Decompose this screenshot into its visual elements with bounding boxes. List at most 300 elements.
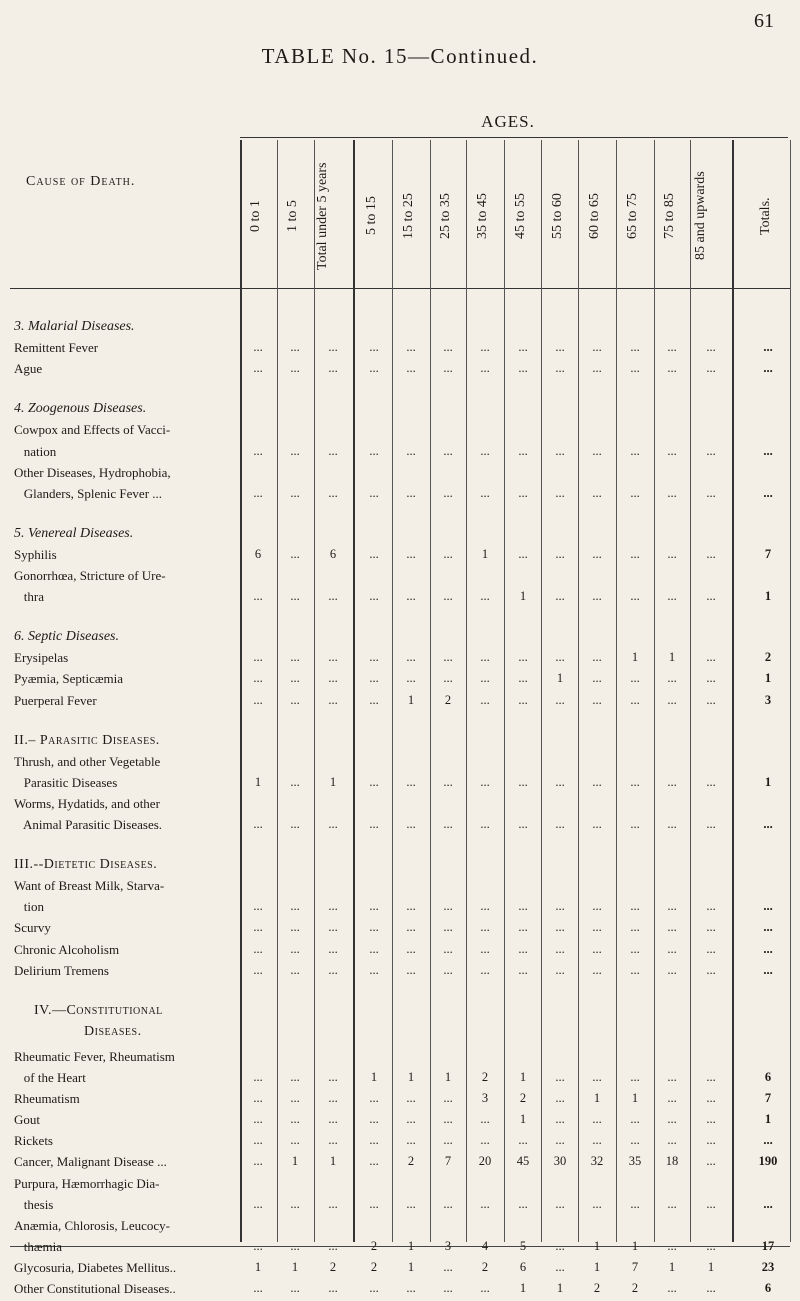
- row-label: Worms, Hydatids, and other: [14, 795, 160, 811]
- table-cell: ...: [706, 546, 716, 561]
- table-cell: ...: [369, 1196, 379, 1211]
- table-cell: ...: [406, 1112, 416, 1127]
- table-cell: 20: [478, 1154, 492, 1169]
- table-cell: ...: [667, 671, 677, 686]
- table-cell: ...: [253, 1070, 263, 1084]
- table-cell: ...: [555, 1070, 565, 1084]
- table-cell: ...: [290, 920, 300, 935]
- table-cell: ...: [592, 340, 602, 355]
- table-cell: ...: [706, 340, 716, 355]
- table-cell: ...: [480, 589, 490, 604]
- table-cell: ...: [369, 774, 379, 789]
- table-cell: ...: [480, 941, 490, 956]
- column-rule: [240, 140, 242, 1242]
- column-rule: [277, 140, 278, 1242]
- table-cell: ...: [555, 899, 565, 914]
- table-cell: ...: [369, 546, 379, 561]
- column-rule: [732, 140, 734, 1242]
- table-cell: ...: [253, 1133, 263, 1148]
- table-cell: ...: [592, 774, 602, 789]
- table-cell: 1: [407, 1238, 415, 1253]
- row-label: Ague: [14, 361, 43, 377]
- table-cell: ...: [706, 1238, 716, 1253]
- row-label: Glanders, Splenic Fever ...: [14, 485, 163, 501]
- table-cell: ...: [253, 1281, 263, 1295]
- table-cell: ...: [706, 361, 716, 376]
- table-cell: ...: [667, 941, 677, 956]
- table-cell: ...: [592, 941, 602, 956]
- page-number: 61: [754, 10, 774, 32]
- table-cell: ...: [369, 671, 379, 686]
- table-cell: ...: [480, 692, 490, 707]
- table-cell: ...: [706, 1091, 716, 1106]
- table-cell: ...: [630, 774, 640, 789]
- table-cell: ...: [443, 546, 453, 561]
- table-cell: ...: [667, 589, 677, 604]
- table-cell: ...: [443, 899, 453, 914]
- table-cell: ...: [592, 1070, 602, 1084]
- table-cell: 1: [291, 1154, 299, 1169]
- table-cell: ...: [706, 589, 716, 604]
- table-cell: ...: [706, 1196, 716, 1211]
- row-total: ...: [763, 485, 773, 500]
- table-cell: ...: [592, 671, 602, 686]
- table-cell: 1: [444, 1070, 452, 1084]
- table-cell: ...: [443, 361, 453, 376]
- table-cell: ...: [328, 817, 338, 831]
- table-cell: ...: [630, 1112, 640, 1127]
- table-cell: ...: [290, 1112, 300, 1127]
- row-label: Rheumatism: [14, 1091, 80, 1107]
- row-label: Pyæmia, Septicæmia: [14, 671, 124, 687]
- table-cell: ...: [290, 941, 300, 956]
- table-cell: 2: [407, 1154, 415, 1169]
- column-header: 45 to 55: [513, 193, 528, 239]
- table-cell: ...: [555, 485, 565, 500]
- column-rule: [690, 140, 691, 1242]
- table-cell: ...: [630, 546, 640, 561]
- row-total: 2: [764, 650, 772, 665]
- table-cell: ...: [706, 920, 716, 935]
- table-cell: ...: [406, 650, 416, 665]
- table-cell: 1: [407, 1070, 415, 1084]
- table-cell: ...: [518, 546, 528, 561]
- row-label: Chronic Alcoholism: [14, 941, 120, 957]
- table-cell: ...: [555, 361, 565, 376]
- table-cell: ...: [630, 443, 640, 458]
- table-cell: ...: [369, 941, 379, 956]
- table-cell: 1: [254, 1259, 262, 1274]
- table-cell: 2: [370, 1259, 378, 1274]
- row-label: Other Diseases, Hydrophobia,: [14, 464, 171, 480]
- table-cell: ...: [328, 1091, 338, 1106]
- table-cell: ...: [555, 920, 565, 935]
- table-cell: ...: [555, 1259, 565, 1274]
- table-cell: ...: [290, 340, 300, 355]
- table-cell: ...: [518, 1196, 528, 1211]
- table-cell: 2: [481, 1070, 489, 1084]
- table-cell: ...: [592, 589, 602, 604]
- table-cell: ...: [555, 1238, 565, 1253]
- table-cell: 2: [444, 692, 452, 707]
- column-rule: [541, 140, 542, 1242]
- table-cell: 1: [593, 1259, 601, 1274]
- table-cell: ...: [253, 485, 263, 500]
- table-cell: ...: [555, 340, 565, 355]
- table-cell: ...: [706, 899, 716, 914]
- row-total: ...: [763, 941, 773, 956]
- table-cell: ...: [406, 962, 416, 977]
- table-cell: ...: [518, 962, 528, 977]
- table-cell: 6: [254, 546, 262, 561]
- table-cell: 1: [707, 1259, 715, 1274]
- table-cell: ...: [667, 920, 677, 935]
- table-cell: ...: [406, 361, 416, 376]
- table-cell: ...: [253, 817, 263, 831]
- table-cell: ...: [480, 671, 490, 686]
- table-cell: ...: [480, 1112, 490, 1127]
- table-cell: ...: [555, 692, 565, 707]
- row-total: 1: [764, 589, 772, 604]
- table-cell: ...: [253, 361, 263, 376]
- row-label: Delirium Tremens: [14, 962, 109, 978]
- table-cell: ...: [369, 1112, 379, 1127]
- table-cell: ...: [369, 692, 379, 707]
- table-cell: ...: [518, 485, 528, 500]
- table-cell: ...: [253, 671, 263, 686]
- table-cell: ...: [369, 1133, 379, 1148]
- row-total: 1: [764, 774, 772, 789]
- table-cell: ...: [667, 899, 677, 914]
- column-header: 75 to 85: [662, 193, 677, 239]
- table-cell: ...: [667, 1112, 677, 1127]
- row-label: Purpura, Hæmorrhagic Dia-: [14, 1175, 160, 1191]
- table-cell: ...: [630, 1196, 640, 1211]
- table-cell: ...: [706, 941, 716, 956]
- column-header: 35 to 45: [475, 193, 490, 239]
- table-cell: ...: [253, 941, 263, 956]
- column-rule: [353, 140, 355, 1242]
- column-header: 85 and upwards: [693, 171, 708, 261]
- column-header: 15 to 25: [401, 193, 416, 239]
- row-total: 7: [764, 1091, 772, 1106]
- table-cell: ...: [290, 1281, 300, 1295]
- section-title: IV.—Constitutional: [34, 1002, 163, 1018]
- table-cell: ...: [667, 361, 677, 376]
- table-cell: ...: [406, 485, 416, 500]
- row-total: 6: [764, 1281, 772, 1295]
- table-cell: ...: [443, 1196, 453, 1211]
- column-header: 5 to 15: [364, 196, 379, 236]
- row-label: of the Heart: [14, 1070, 86, 1085]
- table-cell: ...: [630, 817, 640, 831]
- column-header: 65 to 75: [625, 193, 640, 239]
- table-cell: ...: [630, 1133, 640, 1148]
- table-cell: ...: [480, 443, 490, 458]
- row-total: 1: [764, 1112, 772, 1127]
- table-cell: 4: [481, 1238, 489, 1253]
- table-cell: 2: [593, 1281, 601, 1295]
- table-cell: 1: [631, 1238, 639, 1253]
- row-label: Parasitic Diseases: [14, 774, 118, 790]
- table-cell: ...: [667, 774, 677, 789]
- table-cell: ...: [480, 1133, 490, 1148]
- table-cell: ...: [406, 1091, 416, 1106]
- table-cell: ...: [406, 899, 416, 914]
- table-cell: ...: [555, 443, 565, 458]
- row-total: 6: [764, 1070, 772, 1084]
- table-cell: ...: [369, 650, 379, 665]
- table-cell: ...: [555, 546, 565, 561]
- table-cell: 1: [519, 1070, 527, 1084]
- table-cell: ...: [518, 671, 528, 686]
- column-header: Totals.: [758, 197, 773, 235]
- row-total: ...: [763, 1133, 773, 1148]
- table-cell: 1: [370, 1070, 378, 1084]
- table-cell: ...: [443, 1091, 453, 1106]
- table-cell: 1: [329, 774, 337, 789]
- row-total: 7: [764, 546, 772, 561]
- table-cell: ...: [592, 920, 602, 935]
- row-label: Syphilis: [14, 546, 57, 562]
- table-cell: 7: [631, 1259, 639, 1274]
- table-cell: 1: [481, 546, 489, 561]
- row-label: thesis: [14, 1196, 54, 1212]
- table-cell: ...: [406, 774, 416, 789]
- column-rule: [790, 140, 791, 1242]
- section-title-continued: Diseases.: [84, 1023, 142, 1039]
- table-cell: ...: [518, 941, 528, 956]
- table-cell: ...: [667, 692, 677, 707]
- table-cell: ...: [253, 650, 263, 665]
- table-cell: ...: [518, 899, 528, 914]
- column-rule: [578, 140, 579, 1242]
- row-label: Remittent Fever: [14, 340, 99, 356]
- table-cell: 32: [590, 1154, 604, 1169]
- table-cell: 1: [593, 1238, 601, 1253]
- table-cell: ...: [406, 941, 416, 956]
- row-label: Scurvy: [14, 920, 51, 936]
- table-cell: ...: [443, 941, 453, 956]
- row-total: 17: [761, 1238, 775, 1253]
- table-cell: 1: [556, 671, 564, 686]
- table-cell: ...: [518, 650, 528, 665]
- row-total: ...: [763, 361, 773, 376]
- table-cell: ...: [328, 941, 338, 956]
- table-cell: ...: [443, 1133, 453, 1148]
- table-cell: ...: [555, 1091, 565, 1106]
- table-cell: ...: [667, 1196, 677, 1211]
- table-cell: ...: [518, 920, 528, 935]
- row-label: Puerperal Fever: [14, 692, 97, 708]
- table-cell: ...: [667, 1281, 677, 1295]
- table-cell: 1: [407, 1259, 415, 1274]
- table-cell: ...: [667, 1133, 677, 1148]
- table-cell: ...: [555, 1196, 565, 1211]
- table-cell: ...: [443, 589, 453, 604]
- table-cell: ...: [406, 1281, 416, 1295]
- column-rule: [392, 140, 393, 1242]
- table-cell: ...: [518, 340, 528, 355]
- table-cell: ...: [369, 920, 379, 935]
- row-label: Glycosuria, Diabetes Mellitus..: [14, 1259, 177, 1275]
- table-cell: ...: [290, 589, 300, 604]
- table-cell: ...: [328, 589, 338, 604]
- table-cell: ...: [253, 962, 263, 977]
- column-rule: [654, 140, 655, 1242]
- table-cell: ...: [592, 1196, 602, 1211]
- table-cell: ...: [480, 340, 490, 355]
- table-cell: ...: [480, 920, 490, 935]
- table-cell: 2: [631, 1281, 639, 1295]
- table-cell: ...: [518, 1133, 528, 1148]
- table-cell: 1: [556, 1281, 564, 1295]
- table-cell: ...: [406, 443, 416, 458]
- table-cell: ...: [328, 1238, 338, 1253]
- table-cell: 1: [519, 1281, 527, 1295]
- table-cell: ...: [443, 817, 453, 831]
- table-cell: ...: [369, 899, 379, 914]
- column-header: 60 to 65: [587, 193, 602, 239]
- row-label: Rheumatic Fever, Rheumatism: [14, 1048, 175, 1064]
- table-cell: ...: [518, 774, 528, 789]
- table-cell: ...: [706, 1112, 716, 1127]
- row-label: Erysipelas: [14, 650, 69, 666]
- section-title: III.--Dietetic Diseases.: [14, 857, 158, 873]
- table-cell: ...: [630, 1070, 640, 1084]
- table-cell: ...: [630, 962, 640, 977]
- table-cell: 1: [519, 1112, 527, 1127]
- table-cell: ...: [290, 1133, 300, 1148]
- table-cell: ...: [667, 1070, 677, 1084]
- table-cell: ...: [592, 546, 602, 561]
- table-cell: ...: [369, 443, 379, 458]
- table-cell: ...: [630, 692, 640, 707]
- table-cell: ...: [630, 589, 640, 604]
- table-cell: ...: [480, 899, 490, 914]
- table-cell: ...: [290, 485, 300, 500]
- table-cell: ...: [290, 650, 300, 665]
- table-cell: ...: [555, 589, 565, 604]
- table-cell: ...: [706, 671, 716, 686]
- table-cell: 1: [407, 692, 415, 707]
- table-cell: ...: [290, 1196, 300, 1211]
- table-cell: ...: [369, 1154, 379, 1169]
- table-cell: ...: [630, 361, 640, 376]
- table-cell: 2: [329, 1259, 337, 1274]
- section-title: 6. Septic Diseases.: [14, 629, 119, 645]
- section-title: 5. Venereal Diseases.: [14, 525, 134, 541]
- table-cell: ...: [406, 546, 416, 561]
- table-cell: ...: [253, 1238, 263, 1253]
- table-cell: 7: [444, 1154, 452, 1169]
- table-cell: ...: [253, 1091, 263, 1106]
- table-cell: ...: [290, 546, 300, 561]
- column-header: 0 to 1: [248, 200, 263, 232]
- table-cell: ...: [480, 361, 490, 376]
- table-cell: 2: [481, 1259, 489, 1274]
- table-cell: 1: [329, 1154, 337, 1169]
- table-cell: ...: [555, 941, 565, 956]
- table-cell: ...: [443, 920, 453, 935]
- table-cell: ...: [592, 1112, 602, 1127]
- table-cell: ...: [667, 485, 677, 500]
- table-cell: ...: [555, 1112, 565, 1127]
- column-rule: [466, 140, 467, 1242]
- table-cell: ...: [290, 899, 300, 914]
- row-total: 3: [764, 692, 772, 707]
- table-cell: ...: [290, 1091, 300, 1106]
- table-cell: ...: [253, 920, 263, 935]
- row-total: ...: [763, 1196, 773, 1211]
- column-rule: [504, 140, 505, 1242]
- table-cell: ...: [667, 1091, 677, 1106]
- table-cell: ...: [406, 671, 416, 686]
- table-cell: ...: [253, 1112, 263, 1127]
- table-cell: ...: [369, 1091, 379, 1106]
- row-label: thra: [14, 589, 44, 605]
- row-label: Gout: [14, 1112, 40, 1128]
- table-cell: ...: [667, 340, 677, 355]
- table-cell: 18: [665, 1154, 679, 1169]
- row-total: 190: [758, 1154, 778, 1169]
- table-cell: ...: [480, 962, 490, 977]
- table-cell: ...: [592, 692, 602, 707]
- table-cell: 3: [481, 1091, 489, 1106]
- table-cell: ...: [480, 650, 490, 665]
- table-cell: ...: [667, 546, 677, 561]
- table-cell: ...: [706, 817, 716, 831]
- table-cell: 1: [668, 1259, 676, 1274]
- table-cell: ...: [518, 817, 528, 831]
- table-cell: ...: [592, 443, 602, 458]
- row-label: Gonorrhœa, Stricture of Ure-: [14, 568, 166, 583]
- table-cell: ...: [592, 817, 602, 831]
- table-cell: ...: [328, 1281, 338, 1295]
- table-cell: ...: [518, 361, 528, 376]
- table-cell: ...: [555, 962, 565, 977]
- table-cell: ...: [253, 443, 263, 458]
- table-cell: ...: [406, 920, 416, 935]
- table-cell: ...: [328, 1196, 338, 1211]
- table-cell: ...: [443, 671, 453, 686]
- top-rule: [240, 137, 788, 138]
- table-cell: ...: [555, 774, 565, 789]
- table-cell: ...: [667, 962, 677, 977]
- row-total: ...: [763, 340, 773, 355]
- table-cell: ...: [328, 692, 338, 707]
- table-cell: ...: [667, 817, 677, 831]
- table-cell: ...: [706, 1281, 716, 1295]
- table-cell: ...: [555, 1133, 565, 1148]
- table-cell: ...: [592, 650, 602, 665]
- table-cell: ...: [443, 485, 453, 500]
- table-cell: 1: [519, 589, 527, 604]
- table-cell: ...: [706, 650, 716, 665]
- row-total: 1: [764, 671, 772, 686]
- column-rule: [616, 140, 617, 1242]
- cause-header: Cause of Death.: [26, 174, 136, 189]
- table-cell: ...: [328, 920, 338, 935]
- table-cell: 6: [329, 546, 337, 561]
- table-cell: ...: [406, 340, 416, 355]
- row-total: ...: [763, 817, 773, 831]
- table-cell: ...: [369, 962, 379, 977]
- table-cell: ...: [253, 899, 263, 914]
- table-cell: 2: [370, 1238, 378, 1253]
- table-cell: ...: [706, 1070, 716, 1084]
- table-cell: ...: [480, 1196, 490, 1211]
